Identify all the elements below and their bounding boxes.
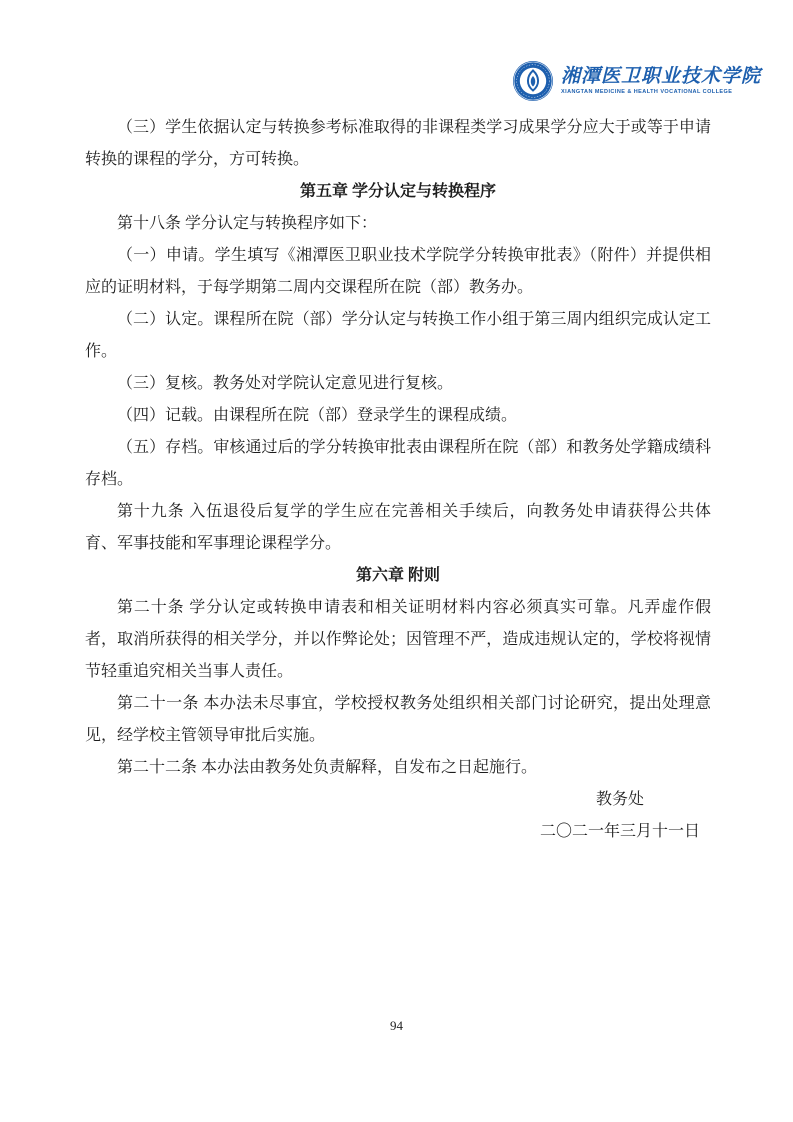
paragraph-3-credits-rule: （三）学生依据认定与转换参考标准取得的非课程类学习成果学分应大于或等于申请转换的课程的学分，方可转换。 [85, 119, 711, 168]
chapter-5-heading: 第五章 学分认定与转换程序 [299, 183, 496, 200]
signature-department: 教务处 [595, 791, 644, 808]
article-18-item-3-review: （三）复核。教务处对学院认定意见进行复核。 [117, 375, 454, 392]
article-18-item-1-application: （一）申请。学生填写《湘潭医卫职业技术学院学分转换审批表》（附件）并提供相应的证明材料，于每学期第二周内交课程所在院（部）教务办。 [85, 247, 711, 296]
page-number: 94 [390, 1018, 403, 1033]
article-20: 第二十条 学分认定或转换申请表和相关证明材料内容必须真实可靠。凡弄虚作假者，取消所获得的相关学分，并以作弊论处；因管理不严，造成违规认定的，学校将视情节轻重追究相关当事人责任。 [85, 599, 711, 680]
article-18: 第十八条 学分认定与转换程序如下： [117, 215, 378, 232]
signature-date: 二〇二一年三月十一日 [540, 823, 701, 840]
signature-block [540, 784, 700, 848]
school-emblem-icon [512, 60, 554, 102]
document-body [85, 112, 711, 848]
school-name-en: XIANGTAN MEDICINE & HEALTH VOCATIONAL COLLEGE [560, 89, 733, 95]
article-19: 第十九条 入伍退役后复学的学生应在完善相关手续后，向教务处申请获得公共体育、军事技能和军事理论课程学分。 [85, 503, 711, 552]
chapter-6-heading: 第六章 附则 [355, 567, 440, 584]
article-22: 第二十二条 本办法由教务处负责解释，自发布之日起施行。 [117, 759, 538, 776]
school-logo [512, 60, 761, 102]
article-18-item-5-archive: （五）存档。审核通过后的学分转换审批表由课程所在院（部）和教务处学籍成绩科存档。 [85, 439, 711, 488]
article-21: 第二十一条 本办法未尽事宜，学校授权教务处组织相关部门讨论研究，提出处理意见，经学校主管领导审批后实施。 [85, 695, 711, 744]
school-name-zh: 湘潭医卫职业技术学院 [560, 66, 761, 87]
article-18-item-2-recognition: （二）认定。课程所在院（部）学分认定与转换工作小组于第三周内组织完成认定工作。 [85, 311, 711, 360]
article-18-item-4-record: （四）记载。由课程所在院（部）登录学生的课程成绩。 [117, 407, 518, 424]
school-name-block [561, 66, 761, 96]
